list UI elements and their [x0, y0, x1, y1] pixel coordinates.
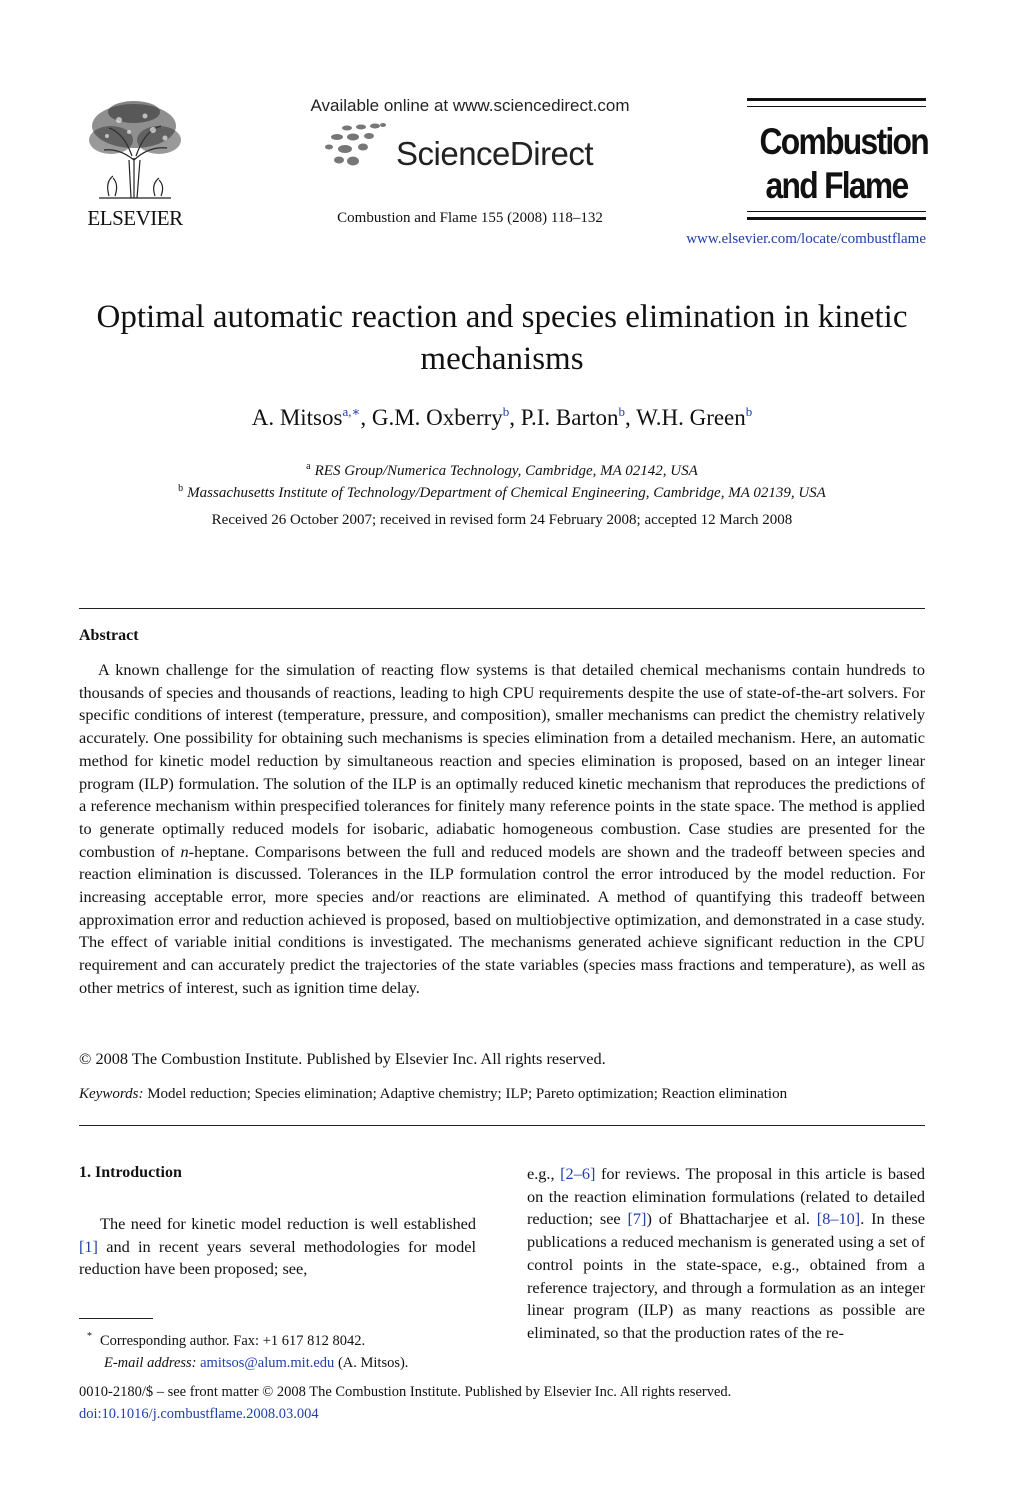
- masthead-top-rule: [747, 98, 926, 107]
- author-list: [79, 404, 925, 431]
- abstract-italic-n: n: [180, 841, 189, 861]
- affiliation-mark: a: [306, 461, 311, 472]
- affiliation-text: RES Group/Numerica Technology, Cambridge, MA 02142, USA: [314, 463, 698, 479]
- journal-url-link[interactable]: www.elsevier.com/locate/combustflame: [686, 231, 926, 247]
- journal-title-line1: Combustion: [759, 121, 928, 162]
- author-separator: ,: [360, 405, 372, 430]
- front-matter-line: 0010-2180/$ – see front matter © 2008 The Combustion Institute. Published by Elsevier Inc. All rights reserved.: [79, 1384, 732, 1400]
- affiliation-text: Massachusetts Institute of Technology/Department of Chemical Engineering, Cambridge, MA 02139, USA: [187, 485, 826, 501]
- keywords: [79, 1086, 925, 1103]
- section-heading-introduction: 1. Introduction: [79, 1164, 182, 1181]
- elsevier-tree-icon: [79, 98, 191, 203]
- footnote-text: Corresponding author. Fax: +1 617 812 8042.: [100, 1333, 366, 1349]
- intro-text: and in recent years several methodologies for model reduction have been proposed; see,: [79, 1236, 476, 1279]
- affiliation-a: [79, 461, 925, 480]
- journal-title-line2: and Flame: [765, 165, 908, 206]
- email-label: E-mail address:: [104, 1355, 197, 1371]
- intro-text: for reviews. The proposal in this article is based on the reaction elimination formulations (related to detailed reduction; see: [527, 1164, 925, 1229]
- intro-text: . In these publications a reduced mechanism is generated using a set of control points in the state-space, e.g., obtained from a reference trajectory, and through a formulation as an integer linear program (ILP) as many reactions as possible are eliminated, so that the production rates of the re-: [527, 1209, 925, 1342]
- author-name: A. Mitsos: [251, 405, 343, 430]
- affiliation-mark: b: [178, 483, 184, 494]
- abstract-heading: Abstract: [79, 627, 139, 644]
- author-name: G.M. Oxberry: [371, 405, 503, 430]
- intro-text: The need for kinetic model reduction is well established: [100, 1214, 476, 1233]
- author-separator: ,: [509, 405, 521, 430]
- author-name: P.I. Barton: [520, 405, 619, 430]
- footnote: [79, 1326, 479, 1374]
- footnote-mark: *: [87, 1331, 92, 1342]
- footnote-line2: [79, 1352, 479, 1374]
- author-affiliation-mark[interactable]: b: [745, 404, 753, 419]
- citation-link[interactable]: [7]: [627, 1209, 647, 1229]
- sciencedirect-wordmark: ScienceDirect: [396, 135, 594, 172]
- intro-text: e.g.,: [527, 1164, 561, 1183]
- divider-top: [79, 608, 925, 609]
- abstract-copyright: © 2008 The Combustion Institute. Published by Elsevier Inc. All rights reserved.: [79, 1049, 606, 1068]
- footnote-rule: [79, 1318, 153, 1319]
- citation-link[interactable]: [2–6]: [560, 1164, 596, 1183]
- elsevier-logo: [79, 98, 191, 228]
- author-affiliation-mark[interactable]: b: [618, 404, 626, 419]
- elsevier-wordmark: ELSEVIER: [87, 206, 183, 230]
- received-dates: Received 26 October 2007; received in revised form 24 February 2008; accepted 12 March 2008: [211, 512, 793, 528]
- citation-link[interactable]: [8–10]: [816, 1209, 861, 1229]
- doi-link[interactable]: doi:10.1016/j.combustflame.2008.03.004: [79, 1406, 319, 1422]
- email-suffix: (A. Mitsos).: [334, 1355, 409, 1371]
- article-title: Optimal automatic reaction and species elimination in kinetic mechanisms: [96, 299, 908, 377]
- sciencedirect-dots-icon: [325, 123, 387, 169]
- masthead-bottom-rule: [747, 211, 926, 220]
- keywords-label: Keywords:: [79, 1086, 144, 1102]
- author-separator: ,: [625, 405, 637, 430]
- intro-right-column: [527, 1163, 925, 1345]
- available-online-text: Available online at www.sciencedirect.com: [310, 96, 630, 115]
- abstract-text-part: A known challenge for the simulation of reacting flow systems is that detailed chemical mechanisms contain hundreds to thousands of species and thousands of reactions, leading to high CPU requirements despite the use of state-of-the-art solvers. For specific conditions of interest (temperature, pressure, and composition), smaller mechanisms can predict the chemistry relatively accurately. One possibility for obtaining such mechanisms is species elimination from a detailed mechanism. Here, an automatic method for kinetic model reduction by simultaneous reaction and species elimination is proposed, based on an integer linear program (ILP) formulation. The solution of the ILP is an optimally reduced kinetic mechanism that reproduces the predictions of a reference mechanism within prespecified tolerances for finitely many reference points in the state space. The method is applied to generate optimally reduced models for isobaric, adiabatic homogeneous combustion. Case studies are presented for the combustion of: [79, 660, 925, 861]
- divider-bottom: [79, 1125, 925, 1126]
- journal-citation: Combustion and Flame 155 (2008) 118–132: [337, 210, 603, 226]
- journal-masthead: [747, 98, 926, 230]
- footnote-line1: [79, 1326, 479, 1352]
- intro-text: ) of Bhattacharjee et al.: [646, 1209, 817, 1229]
- citation-link[interactable]: [1]: [79, 1236, 98, 1256]
- author-affiliation-mark[interactable]: a,∗: [342, 404, 361, 419]
- author-affiliation-mark[interactable]: b: [502, 404, 510, 419]
- intro-left-column: [79, 1213, 476, 1281]
- author-name: W.H. Green: [636, 405, 746, 430]
- affiliation-b: [79, 483, 925, 502]
- journal-title: [759, 120, 928, 208]
- email-link[interactable]: amitsos@alum.mit.edu: [200, 1355, 335, 1371]
- keywords-list: Model reduction; Species elimination; Adaptive chemistry; ILP; Pareto optimization; Reaction elimination: [147, 1086, 788, 1102]
- abstract-text-part: -heptane. Comparisons between the full and reduced models are shown and the tradeoff between species and reaction elimination is discussed. Tolerances in the ILP formulation control the error introduced by the model reduction. For increasing acceptable error, more species and/or reactions are eliminated. A method of quantifying this tradeoff between approximation error and reduction achieved is proposed, based on multiobjective optimization, and demonstrated in a case study. The effect of variable initial conditions is investigated. The mechanisms generated achieve significant reduction in the CPU requirement and can accurately predict the trajectories of the state variables (species mass fractions and temperature), as well as other metrics of interest, such as ignition time delay.: [79, 841, 926, 997]
- abstract-text: [79, 659, 925, 1000]
